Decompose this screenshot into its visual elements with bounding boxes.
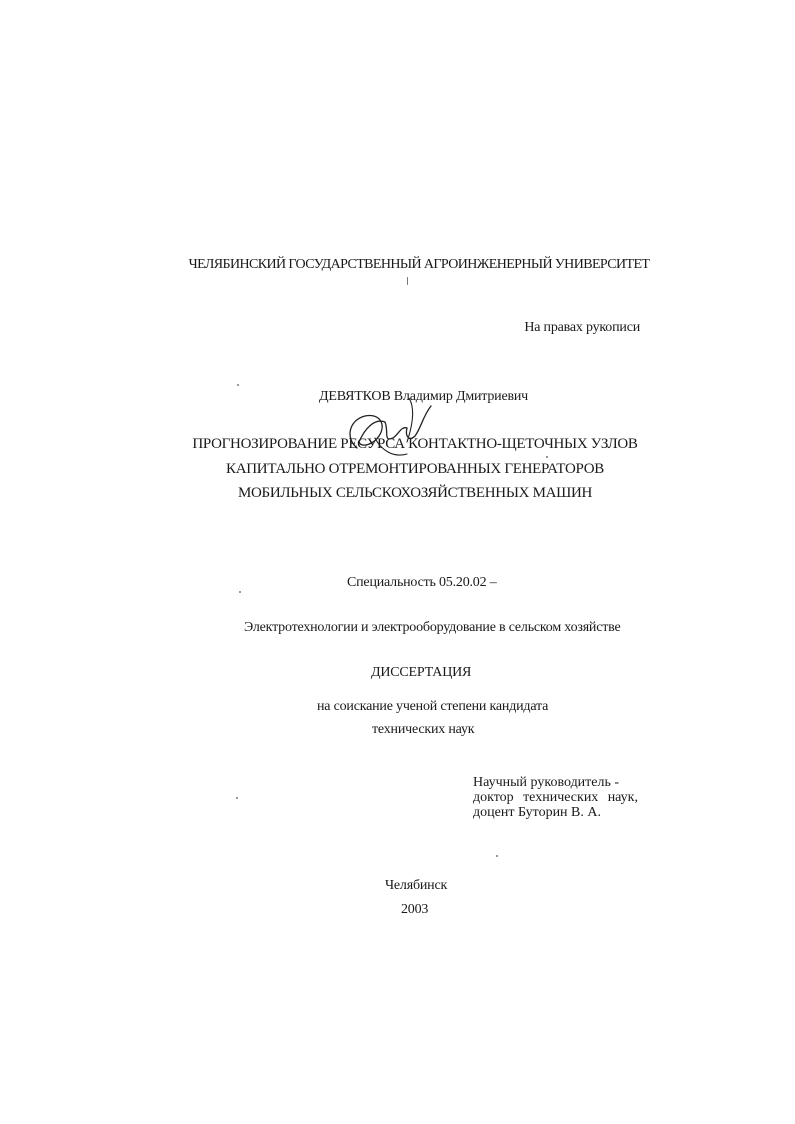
degree-line-2: технических наук — [372, 722, 475, 737]
supervisor-degree — [473, 790, 638, 805]
university-name: ЧЕЛЯБИНСКИЙ ГОСУДАРСТВЕННЫЙ АГРОИНЖЕНЕРНЫЙ УНИВЕРСИТЕТ — [188, 257, 650, 272]
scan-speck — [496, 855, 498, 857]
supervisor-role: Научный руководитель - — [473, 775, 620, 790]
scan-speck — [407, 277, 408, 285]
specialty-name: Электротехнологии и электрооборудование в сельском хозяйстве — [244, 620, 621, 635]
supervisor-name: доцент Буторин В. А. — [473, 805, 601, 820]
scan-speck — [239, 591, 241, 593]
degree-line-1: на соискание ученой степени кандидата — [317, 699, 549, 714]
dissertation-title-line-3: МОБИЛЬНЫХ СЕЛЬСКОХОЗЯЙСТВЕННЫХ МАШИН — [237, 485, 593, 501]
author-name: ДЕВЯТКОВ Владимир Дмитриевич — [319, 389, 529, 404]
supervisor-block — [473, 775, 638, 820]
scan-speck — [546, 456, 548, 458]
city: Челябинск — [385, 878, 448, 893]
supervisor-degree-word-3: наук, — [607, 790, 638, 805]
dissertation-title-line-1: ПРОГНОЗИРОВАНИЕ РЕСУРСА КОНТАКТНО-ЩЕТОЧНЫХ УЗЛОВ — [192, 436, 638, 452]
scan-speck — [237, 384, 239, 386]
supervisor-degree-word-2: технических — [523, 790, 599, 805]
dissertation-title-line-2: КАПИТАЛЬНО ОТРЕМОНТИРОВАННЫХ ГЕНЕРАТОРОВ — [226, 461, 604, 477]
document-type: ДИССЕРТАЦИЯ — [371, 665, 472, 680]
supervisor-degree-word-1: доктор — [473, 790, 514, 805]
scan-speck — [236, 797, 238, 799]
manuscript-rights-note: На правах рукописи — [524, 320, 640, 335]
year: 2003 — [401, 902, 429, 917]
specialty-code: Специальность 05.20.02 – — [347, 575, 497, 590]
